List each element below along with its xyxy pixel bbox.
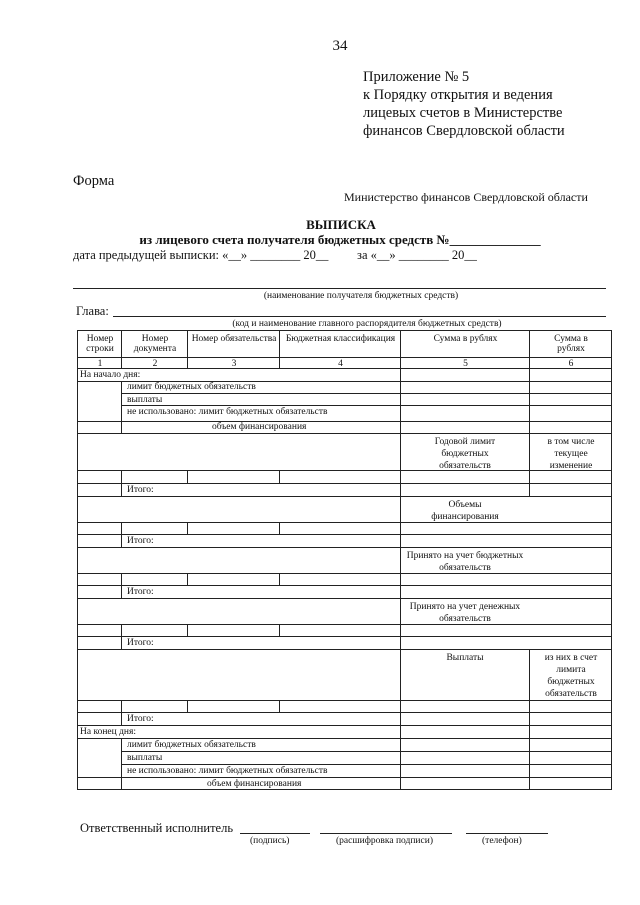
page-number: 34 <box>332 38 348 54</box>
appendix-line-2: к Порядку открытия и ведения <box>363 87 553 103</box>
start-payments-label: выплаты <box>127 395 163 405</box>
decoding-line <box>320 833 452 834</box>
start-of-day-label: На начало дня: <box>80 370 141 380</box>
header-obligation-number: Номер обязательства <box>191 334 277 344</box>
total-payments: Итого: <box>127 714 154 724</box>
header-budget-classification: Бюджетная классификация <box>285 334 396 344</box>
recipient-caption: (наименование получателя бюджетных средств) <box>263 291 459 301</box>
header-row-number: Номер строки <box>86 334 114 354</box>
end-unused-label: не использовано: лимит бюджетных обязательств <box>127 766 328 776</box>
col-number-6: 6 <box>568 359 574 369</box>
payments-of-which-header: из них в счет лимита бюджетных обязательств <box>544 653 598 699</box>
responsible-executor: Ответственный исполнитель <box>80 821 234 835</box>
payments-header: Выплаты <box>446 653 484 663</box>
glava-label: Глава: <box>76 304 109 318</box>
annual-limit-header: Годовой лимит бюджетных обязательств <box>434 437 496 471</box>
phone-line <box>466 833 548 834</box>
appendix-line-3: лицевых счетов в Министерстве <box>363 105 563 121</box>
end-payments-label: выплаты <box>127 753 163 763</box>
start-funding-label: объем финансирования <box>212 422 307 432</box>
signature-caption: (подпись) <box>250 836 290 846</box>
start-limit-label: лимит бюджетных обязательств <box>127 382 256 392</box>
col-number-1: 1 <box>97 359 103 369</box>
including-current-header: в том числе текущее изменение <box>547 437 595 471</box>
glava-caption: (код и наименование главного распорядителя бюджетных средств) <box>232 319 502 329</box>
header-amount-rub-2: Сумма в рублях <box>554 334 588 354</box>
total-funding-volumes: Итого: <box>127 536 154 546</box>
total-accepted-money: Итого: <box>127 638 154 648</box>
col-number-5: 5 <box>463 359 468 369</box>
document-title: ВЫПИСКА <box>306 217 376 232</box>
ministry-name: Министерство финансов Свердловской области <box>344 190 588 204</box>
appendix-line-1: Приложение № 5 <box>363 69 470 85</box>
end-limit-label: лимит бюджетных обязательств <box>127 740 256 750</box>
col-number-3: 3 <box>231 359 237 369</box>
phone-caption: (телефон) <box>482 836 522 846</box>
previous-statement-date: дата предыдущей выписки: «__» ________ 20__ <box>73 248 329 262</box>
accepted-obligations-header: Принято на учет бюджетных обязательств <box>406 551 524 573</box>
statement-date: за «__» ________ 20__ <box>357 248 477 262</box>
accepted-money-header: Принято на учет денежных обязательств <box>409 602 521 624</box>
header-amount-rub-1: Сумма в рублях <box>433 334 498 344</box>
col-number-4: 4 <box>338 359 343 369</box>
total-annual-limit: Итого: <box>127 485 154 495</box>
appendix-line-4: финансов Свердловской области <box>363 123 565 139</box>
funding-volumes-header: Объемы финансирования <box>431 500 499 522</box>
signature-line <box>240 833 310 834</box>
total-accepted-obligations: Итого: <box>127 587 154 597</box>
end-funding-label: объем финансирования <box>207 779 302 789</box>
col-number-2: 2 <box>152 359 158 369</box>
document-subtitle: из лицевого счета получателя бюджетных средств №______________ <box>139 232 541 247</box>
end-of-day-label: На конец дня: <box>80 727 137 737</box>
header-document-number: Номер документа <box>133 334 177 354</box>
form-label: Форма <box>73 173 115 189</box>
decoding-caption: (расшифровка подписи) <box>336 836 433 846</box>
start-unused-label: не использовано: лимит бюджетных обязательств <box>127 407 328 417</box>
